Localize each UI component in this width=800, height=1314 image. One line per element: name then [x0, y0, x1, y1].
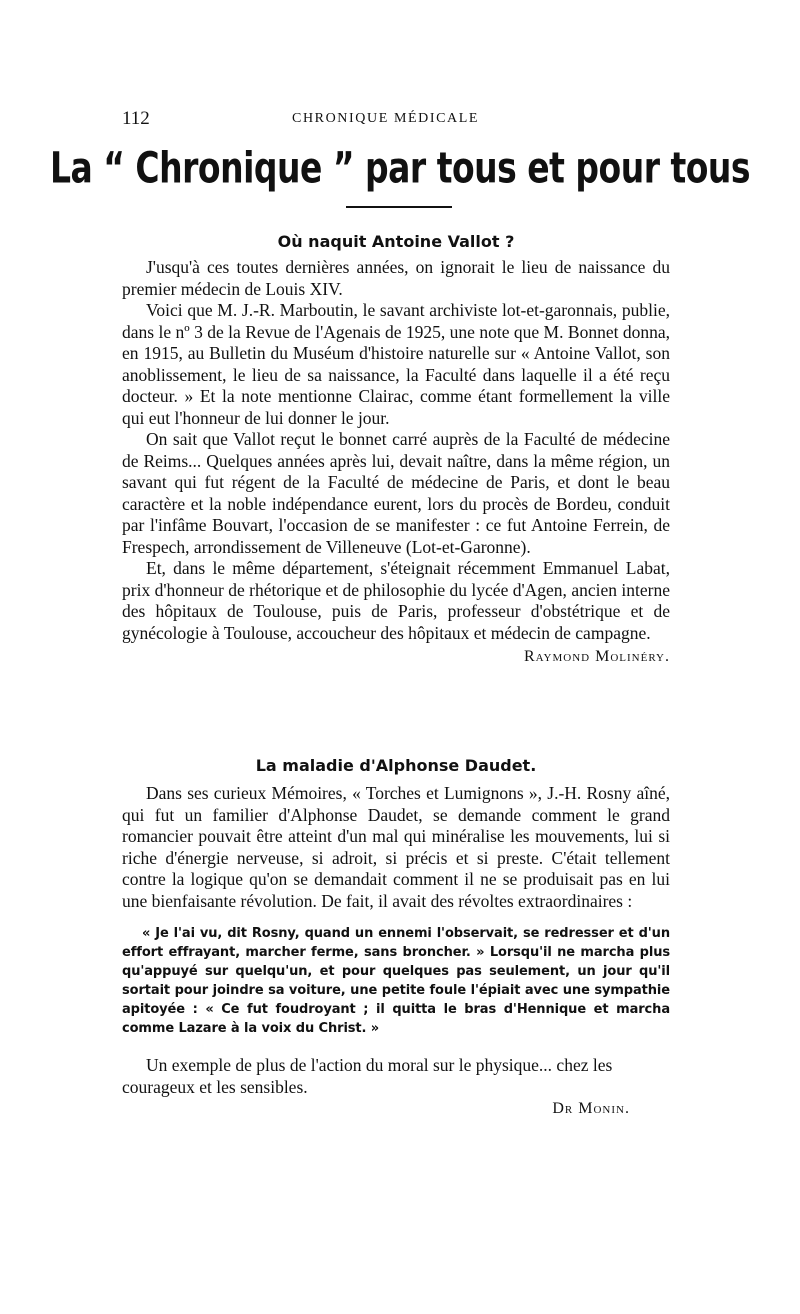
- paragraph: J'usqu'à ces toutes dernières années, on ignorait le lieu de naissance du premier médecin de Louis XIV.: [122, 257, 670, 299]
- section-heading-vallot: Où naquit Antoine Vallot ?: [277, 232, 515, 251]
- page-title: La “ Chronique ” par tous et pour tous: [49, 142, 751, 193]
- paragraph: Et, dans le même département, s'éteignait récemment Emmanuel Labat, prix d'honneur de rhétorique et de philosophie du lycée d'Agen, ancien interne des hôpitaux de Toulouse, puis de Paris, professeur d'obstétrique et de gynécologie à Toulouse, accoucheur des hôpitaux et médecin de campagne.: [122, 558, 670, 643]
- section-heading-daudet: La maladie d'Alphonse Daudet.: [255, 756, 537, 775]
- author-signature: Raymond Molinéry.: [523, 648, 670, 665]
- closing-paragraph: Un exemple de plus de l'action du moral sur le physique... chez les courageux et les sensibles.: [122, 1055, 613, 1097]
- running-title: CHRONIQUE MÉDICALE: [292, 111, 480, 126]
- paragraph: Voici que M. J.-R. Marboutin, le savant archiviste lot-et-garonnais, publie, dans le nº 3 de la Revue de l'Agenais de 1925, une note que M. Bonnet donna, en 1915, au Bulletin du Muséum d'histoire naturelle sur « Antoine Vallot, son anoblissement, le lieu de sa naissance, la Faculté dans laquelle il a été reçu docteur. » Et la note mentionne Clairac, comme étant formellement la ville qui eut l'honneur de lui donner le jour.: [122, 300, 670, 428]
- title-rule: [346, 206, 452, 208]
- page-number: 112: [122, 108, 150, 129]
- section-daudet: [122, 756, 670, 1118]
- paragraph: Dans ses curieux Mémoires, « Torches et Lumignons », J.-H. Rosny aîné, qui fut un familier d'Alphonse Daudet, se demande comment le grand romancier pouvait être atteint d'un mal qui minéralise les mouvements, lui si riche d'énergie nerveuse, si adroit, si précis et si preste. C'était tellement contre la logique qu'on se demandait comment il ne se produisait pas en lui une bienfaisante révolution. De fait, il avait des révoltes extraordinaires :: [122, 783, 670, 911]
- author-signature: Dr Monin.: [552, 1100, 630, 1117]
- section-vallot: [122, 232, 670, 666]
- paragraph: On sait que Vallot reçut le bonnet carré auprès de la Faculté de médecine de Reims... Quelques années après lui, devait naître, dans la même région, un savant qui fut régent de la Faculté de médecine de Paris, et dont le beau caractère et la noble indépendance eurent, lors du procès de Bordeu, conduit par l'infâme Bouvart, l'occasion de se manifester : ce fut Antoine Ferrein, de Frespech, arrondissement de Villeneuve (Lot-et-Garonne).: [122, 429, 670, 557]
- quotation: « Je l'ai vu, dit Rosny, quand un ennemi l'observait, se redresser et d'un effort effrayant, marcher ferme, sans broncher. » Lorsqu'il ne marcha plus qu'appuyé sur quelqu'un, et pour quelques pas seulement, un jour qu'il sortait pour joindre sa voiture, une petite foule l'épiait avec une sympathie apitoyée : « Ce fut foudroyant ; il quitta le bras d'Hennique et marcha comme Lazare à la voix du Christ. »: [122, 926, 670, 1036]
